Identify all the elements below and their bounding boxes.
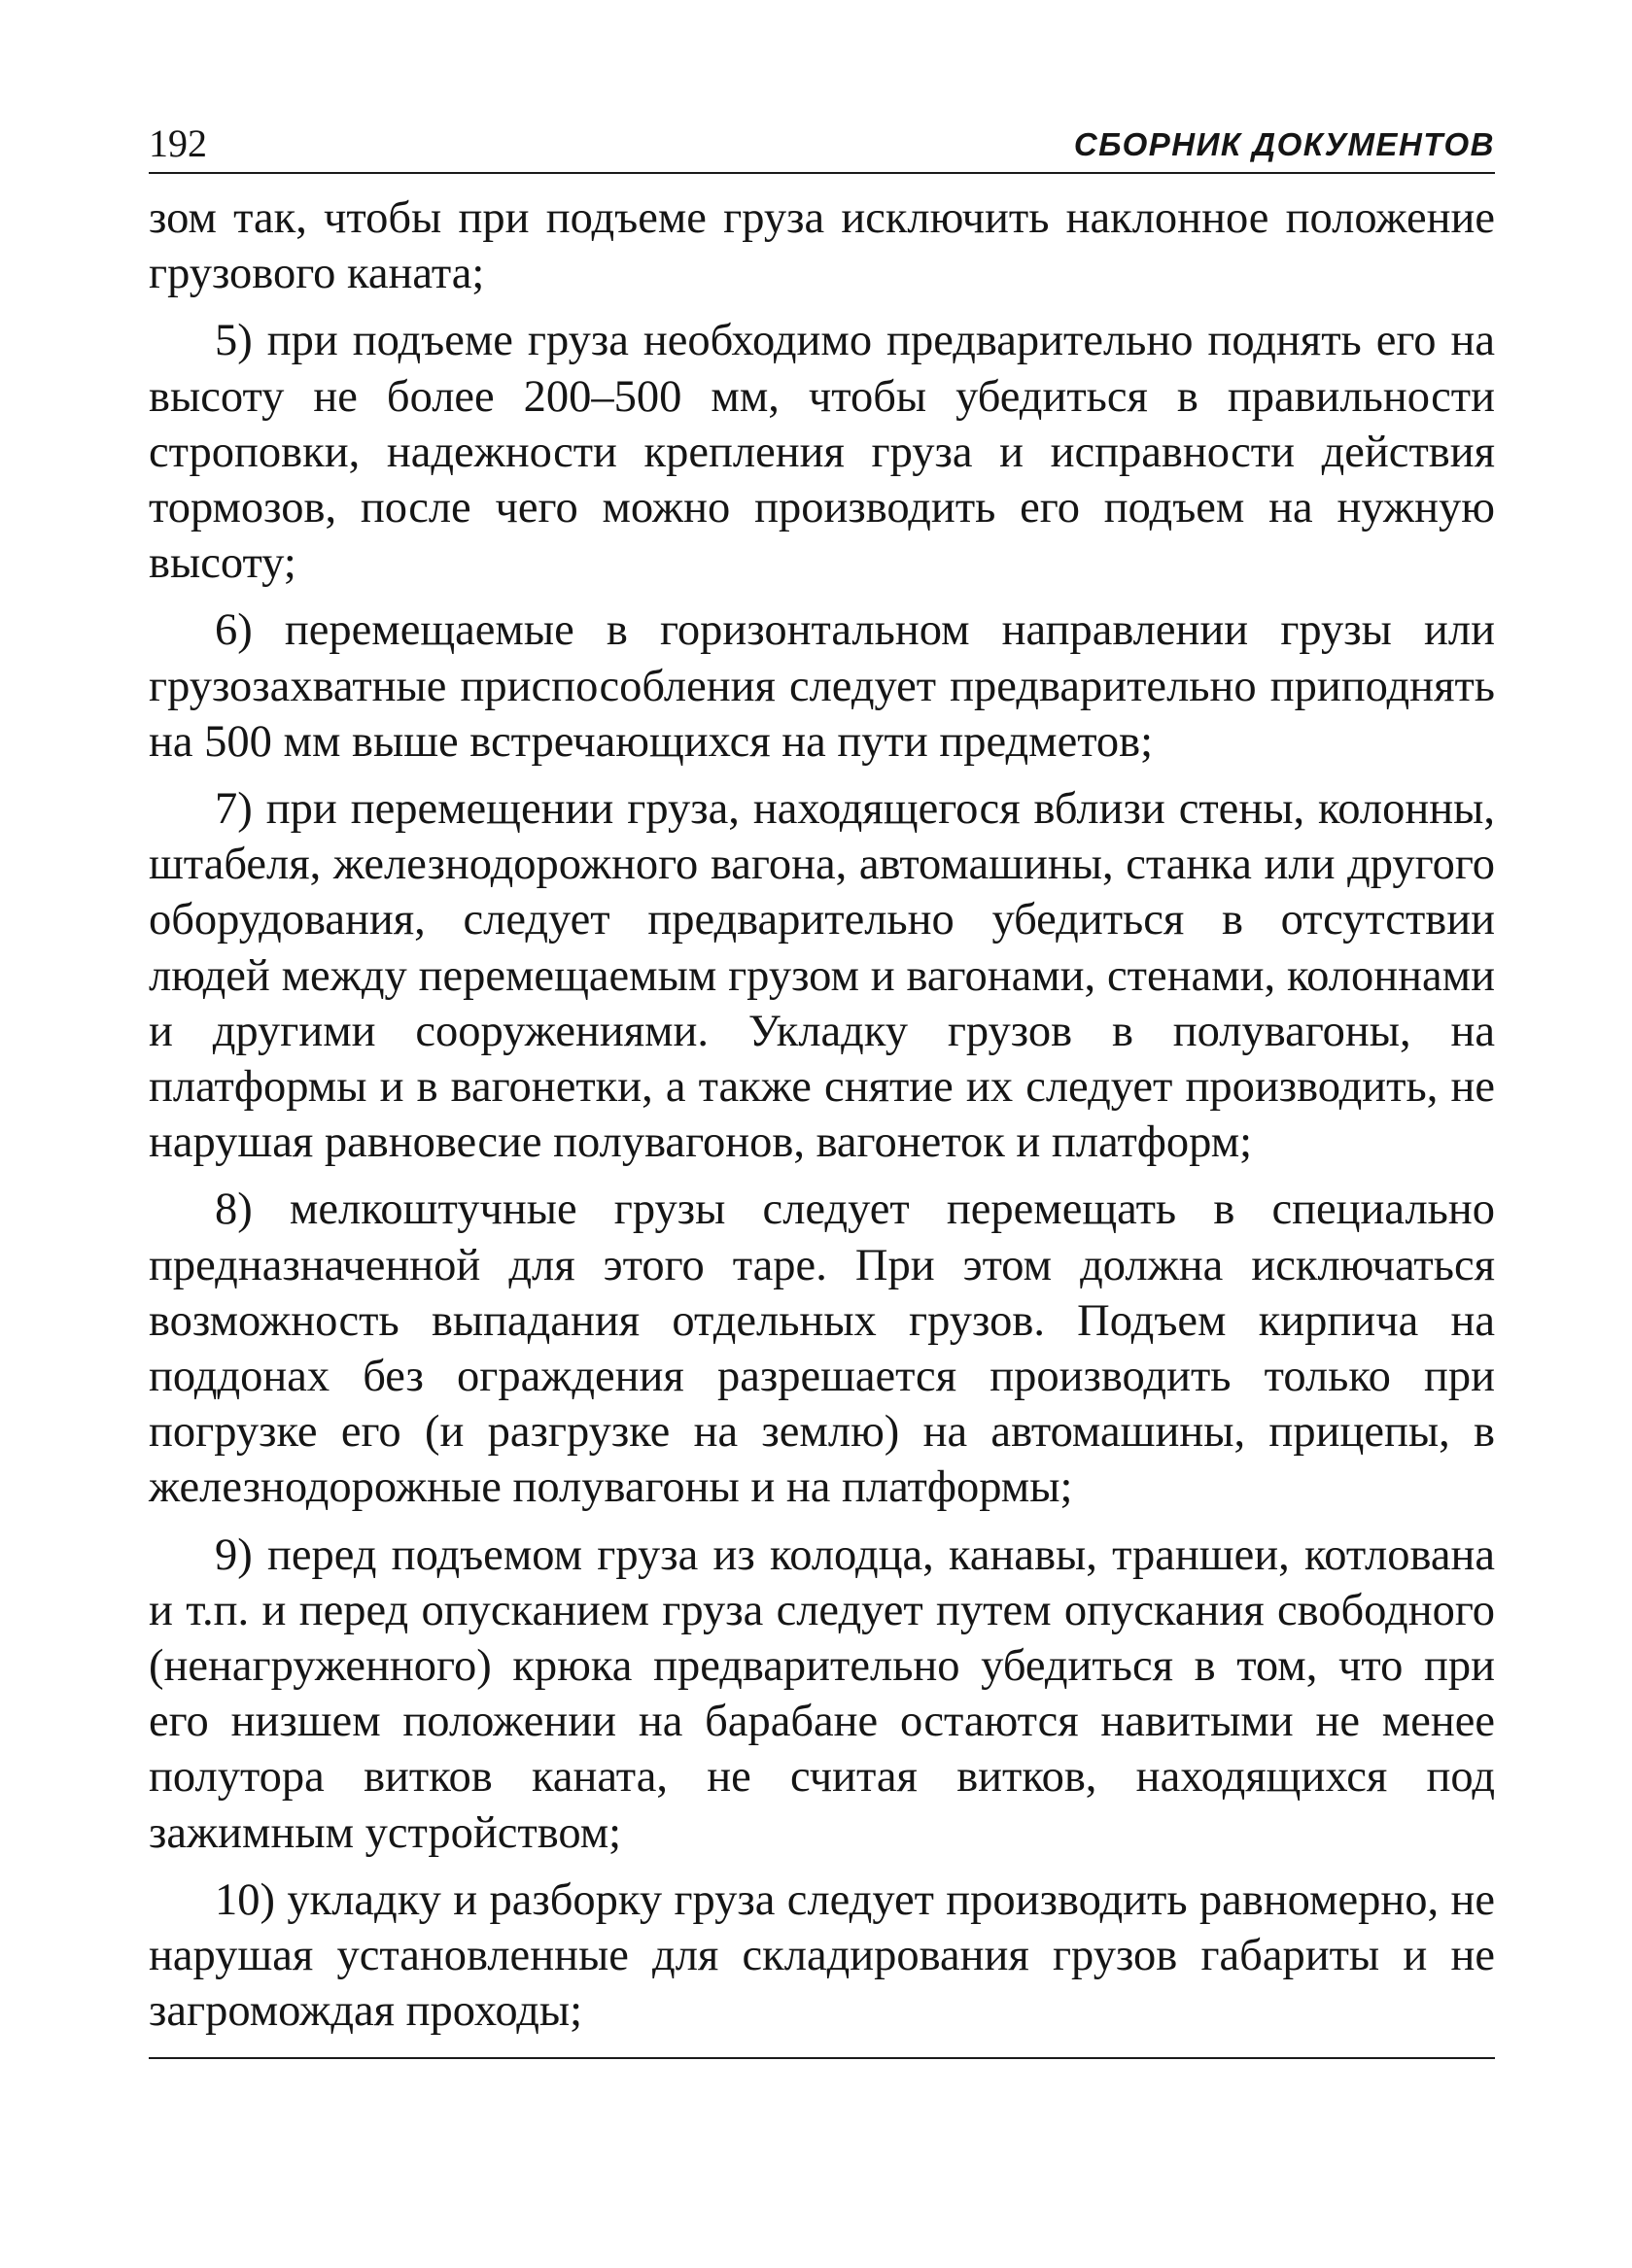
list-item-7: 7) при перемещении груза, находящегося вблизи стены, колонны, штабеля, железнодорожного вагона, автомашины, станка или другого оборудования, следует предварительно убедиться в отсутствии людей между перемещаемым грузом и вагонами, стенами, колоннами и другими сооружениями. Укладку грузов в полувагоны, на платформы и в вагонетки, а также снятие их следует производить, не нарушая равновесие полувагонов, вагонеток и платформ; bbox=[149, 784, 1495, 1168]
list-item-10: 10) укладку и разборку груза следует производить равномерно, не нарушая установленные для складирования грузов габариты и не загромождая проходы; bbox=[149, 1874, 1495, 2037]
list-item-5: 5) при подъеме груза необходимо предварительно поднять его на высоту не более 200–500 мм, чтобы убедиться в правильности строповки, надежности крепления груза и исправности действия тормозов, после чего можно производить его подъем на нужную высоту; bbox=[149, 316, 1495, 589]
list-item-8: 8) мелкоштучные грузы следует перемещать в специально предназначенной для этого таре. При этом должна исключаться возможность выпадания отдельных грузов. Подъем кирпича на поддонах без ограждения разрешается производить только при погрузке его (и разгрузке на землю) на автомашины, прицепы, в железнодорожные полувагоны и на платформы; bbox=[149, 1185, 1495, 1513]
paragraph-continuation: зом так, чтобы при подъеме груза исключить наклонное положение грузового каната; bbox=[149, 193, 1495, 299]
page-number: 192 bbox=[149, 121, 207, 165]
list-item-9: 9) перед подъемом груза из колодца, канавы, траншеи, котлована и т.п. и перед опусканием груза следует путем опускания свободного (ненагруженного) крюка предварительно убедиться в том, что при его низшем положении на барабане остаются навитыми не менее полутора витков каната, не считая витков, находящихся под зажимным устройством; bbox=[149, 1529, 1495, 1858]
footer-divider bbox=[149, 2057, 1495, 2059]
list-item-6: 6) перемещаемые в горизонтальном направлении грузы или грузозахватные приспособления следует предварительно приподнять на 500 мм выше встречающихся на пути предметов; bbox=[149, 605, 1495, 767]
body-text bbox=[149, 190, 1495, 2051]
running-title: СБОРНИК ДОКУМЕНТОВ bbox=[1073, 126, 1495, 162]
document-page bbox=[149, 0, 1495, 2268]
running-header bbox=[149, 120, 1495, 174]
